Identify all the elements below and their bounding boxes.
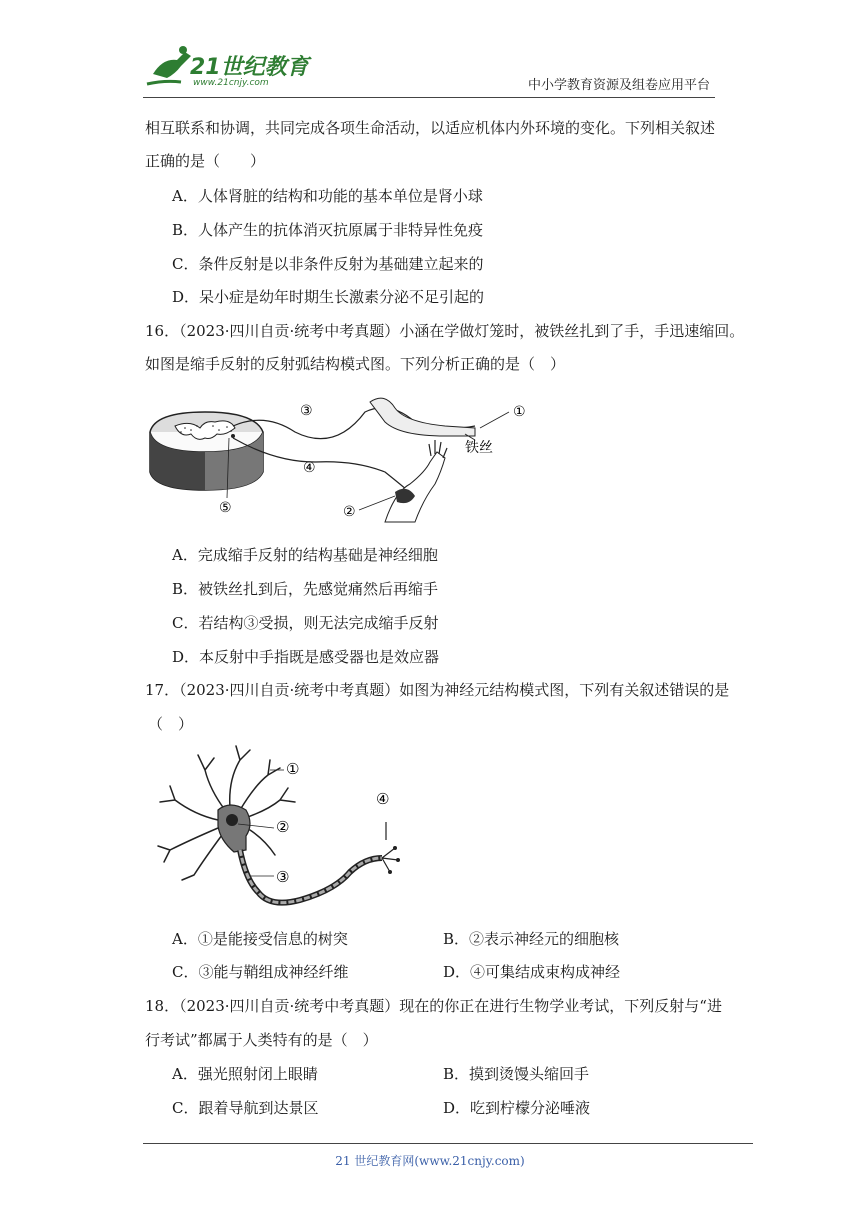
label-2: ②: [276, 818, 290, 836]
neuron-diagram: [150, 740, 410, 915]
logo-url: www.21cnjy.com: [193, 78, 269, 88]
option-b: B．②表示神经元的细胞核: [443, 930, 620, 948]
option-a: A．完成缩手反射的结构基础是神经细胞: [172, 546, 438, 564]
label-1: ①: [286, 760, 300, 778]
question-18-text: 18．（2023·四川自贡·统考中考真题）现在的你正在进行生物学业考试，下列反射与“进: [145, 997, 722, 1015]
question-16-text: 如图是缩手反射的反射弧结构模式图。下列分析正确的是（ ）: [145, 355, 566, 373]
option-a: A．人体肾脏的结构和功能的基本单位是肾小球: [172, 187, 483, 205]
option-b: B．人体产生的抗体消灭抗原属于非特异性免疫: [172, 221, 484, 239]
label-tiesi: 铁丝: [465, 440, 493, 456]
label-3: ③: [276, 868, 290, 886]
option-b: B．摸到烫馒头缩回手: [443, 1065, 590, 1083]
label-2: ②: [343, 504, 356, 520]
option-c: C．若结构③受损，则无法完成缩手反射: [172, 614, 439, 632]
question-17-text: （ ）: [148, 715, 194, 733]
question-text: 相互联系和协调，共同完成各项生命活动，以适应机体内外环境的变化。下列相关叙述: [145, 119, 716, 137]
footer-divider: [143, 1143, 753, 1144]
option-d: D．④可集结成束构成神经: [443, 963, 621, 981]
option-c: C．跟着导航到达景区: [172, 1099, 319, 1117]
label-1: ①: [513, 404, 526, 420]
option-d: D．吃到柠檬分泌唾液: [443, 1099, 591, 1117]
question-18-text: 行考试”都属于人类特有的是（ ）: [145, 1031, 378, 1049]
label-4: ④: [303, 460, 316, 476]
question-16-text: 16．（2023·四川自贡·统考中考真题）小涵在学做灯笼时，被铁丝扎到了手，手迅速缩回。: [145, 322, 745, 340]
option-c: C．条件反射是以非条件反射为基础建立起来的: [172, 255, 484, 273]
header-divider: [143, 97, 715, 98]
logo-text: 21世纪教育: [190, 55, 309, 80]
option-c: C．③能与鞘组成神经纤维: [172, 963, 349, 981]
question-17-text: 17．（2023·四川自贡·统考中考真题）如图为神经元结构模式图，下列有关叙述错误的是: [145, 681, 730, 699]
question-text: 正确的是（ ）: [145, 152, 266, 170]
option-b: B．被铁丝扎到后，先感觉痛然后再缩手: [172, 580, 439, 598]
option-d: D．本反射中手指既是感受器也是效应器: [172, 648, 440, 666]
platform-title: 中小学教育资源及组卷应用平台: [527, 78, 710, 93]
reflex-arc-diagram: [145, 392, 535, 524]
label-3: ③: [300, 403, 313, 419]
option-d: D．呆小症是幼年时期生长激素分泌不足引起的: [172, 288, 485, 306]
label-5: ⑤: [219, 500, 232, 516]
label-4: ④: [376, 790, 390, 808]
option-a: A．①是能接受信息的树突: [172, 930, 348, 948]
footer-link[interactable]: 21 世纪教育网(www.21cnjy.com): [335, 1154, 525, 1168]
option-a: A．强光照射闭上眼睛: [172, 1065, 318, 1083]
